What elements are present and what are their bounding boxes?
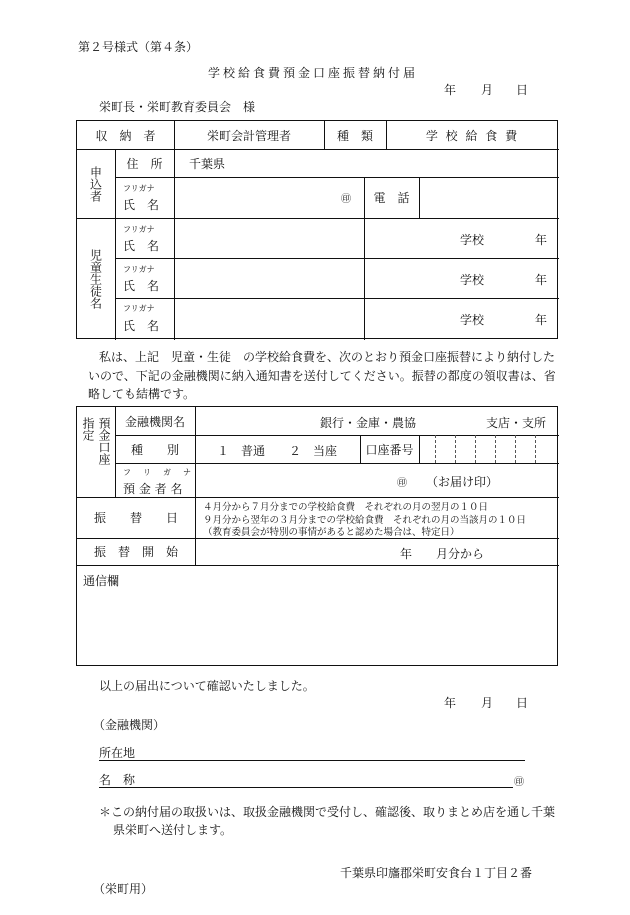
recipient-label: 収 納 者 xyxy=(95,128,156,143)
paragraph-line-2: いので、下記の金融機関に納入通知書を送付してください。振替の都度の領収書は、省 xyxy=(88,369,556,383)
location-label: 所在地 xyxy=(99,746,136,760)
institution-types: 銀行・金庫・農協 xyxy=(320,416,417,430)
transfer-line-3: （教育委員会が特別の事情があると認めた場合は、特定日） xyxy=(203,527,460,538)
date-year: 年 xyxy=(444,83,457,97)
form-title: 学校給食費預金口座振替納付届 xyxy=(208,66,419,80)
confirm-date-day: 日 xyxy=(516,696,529,710)
confirm-text: 以上の届出について確認いたしました。 xyxy=(99,679,315,693)
student-3-grade: 年 xyxy=(535,313,548,327)
note-line-1: ＊この納付届の取扱いは、取扱金融機関で受付し、確認後、取りまとめ店を通し千葉 xyxy=(99,805,556,819)
student-3-name-label: 氏 名 xyxy=(123,319,160,333)
student-1-school: 学校 xyxy=(460,233,485,247)
date-day: 日 xyxy=(516,83,529,97)
phone-label: 電 話 xyxy=(373,191,410,205)
type-value: 学 校 給 食 費 xyxy=(425,128,520,143)
kind-options[interactable]: １ 普通 ２ 当座 xyxy=(217,444,338,458)
address-value[interactable]: 千葉県 xyxy=(189,156,226,171)
kind-label: 種 別 xyxy=(130,442,179,457)
recipient-value: 栄町会計管理者 xyxy=(206,128,291,143)
holder-label: 預 金 者 名 xyxy=(123,482,183,496)
student-2-grade: 年 xyxy=(535,273,548,287)
student-3-school: 学校 xyxy=(460,313,485,327)
transfer-line-1: ４月分から７月分までの学校給食費 それぞれの月の翌月の１０日 xyxy=(203,502,489,513)
transfer-date-label: 振 替 日 xyxy=(93,511,178,525)
location-line[interactable] xyxy=(99,760,525,761)
confirm-date-month: 月 xyxy=(481,696,494,710)
institution-name-line[interactable] xyxy=(99,787,513,788)
note-line-2: 県栄町へ送付します。 xyxy=(113,823,233,837)
holder-furigana: フ リ ガ ナ xyxy=(123,468,193,477)
communication-label: 通信欄 xyxy=(83,574,120,588)
student-2-furigana: フリガナ xyxy=(123,265,155,274)
institution-name-label: 名 称 xyxy=(99,773,136,787)
student-2-school: 学校 xyxy=(460,273,485,287)
form-number: 第２号様式（第４条） xyxy=(78,40,199,54)
branch-types: 支店・支所 xyxy=(486,416,547,430)
student-1-name-label: 氏 名 xyxy=(123,239,160,253)
institution-label: 金融機関名 xyxy=(124,414,185,429)
institution-seal: ㊞ xyxy=(514,777,524,788)
designated-label: 指定 xyxy=(81,417,95,441)
type-label: 種 類 xyxy=(336,128,373,143)
paragraph-line-3: 略しても結構です。 xyxy=(88,387,196,401)
transfer-line-2: ９月分から翌年の３月分までの学校給食費 それぞれの月の当該月の１０日 xyxy=(203,515,527,526)
student-3-furigana: フリガナ xyxy=(123,304,155,313)
date-month: 月 xyxy=(481,83,494,97)
copy-label: （栄町用） xyxy=(93,882,154,896)
confirm-date-year: 年 xyxy=(444,696,457,710)
office-address: 千葉県印旛郡栄町安食台１丁目２番 xyxy=(340,866,533,880)
name-label: 氏 名 xyxy=(123,198,160,212)
seal-mark: ㊞ xyxy=(341,194,351,205)
students-label: 児童生徒名 xyxy=(88,249,103,309)
student-2-name-label: 氏 名 xyxy=(123,279,160,293)
seal-note: （お届け印） xyxy=(426,475,499,489)
student-1-grade: 年 xyxy=(535,233,548,247)
bank-account-table xyxy=(76,406,558,666)
deposit-account-label: 預金口座 xyxy=(97,417,111,465)
institution-heading: （金融機関） xyxy=(93,718,166,732)
start-label: 振 替 開 始 xyxy=(93,545,178,559)
account-number-label: 口座番号 xyxy=(365,442,414,457)
holder-seal: ㊞ xyxy=(397,478,407,489)
paragraph-line-1: 私は、上記 児童・生徒 の学校給食費を、次のとおり預金口座振替により納付した xyxy=(99,350,556,364)
applicant-table xyxy=(76,120,558,339)
address-label: 住 所 xyxy=(126,156,163,171)
furigana-label: フリガナ xyxy=(123,184,155,193)
student-1-furigana: フリガナ xyxy=(123,225,155,234)
start-value[interactable]: 年 月分から xyxy=(400,547,485,561)
applicant-label: 申込者 xyxy=(88,165,103,202)
addressee: 栄町長・栄町教育委員会 様 xyxy=(99,100,256,114)
